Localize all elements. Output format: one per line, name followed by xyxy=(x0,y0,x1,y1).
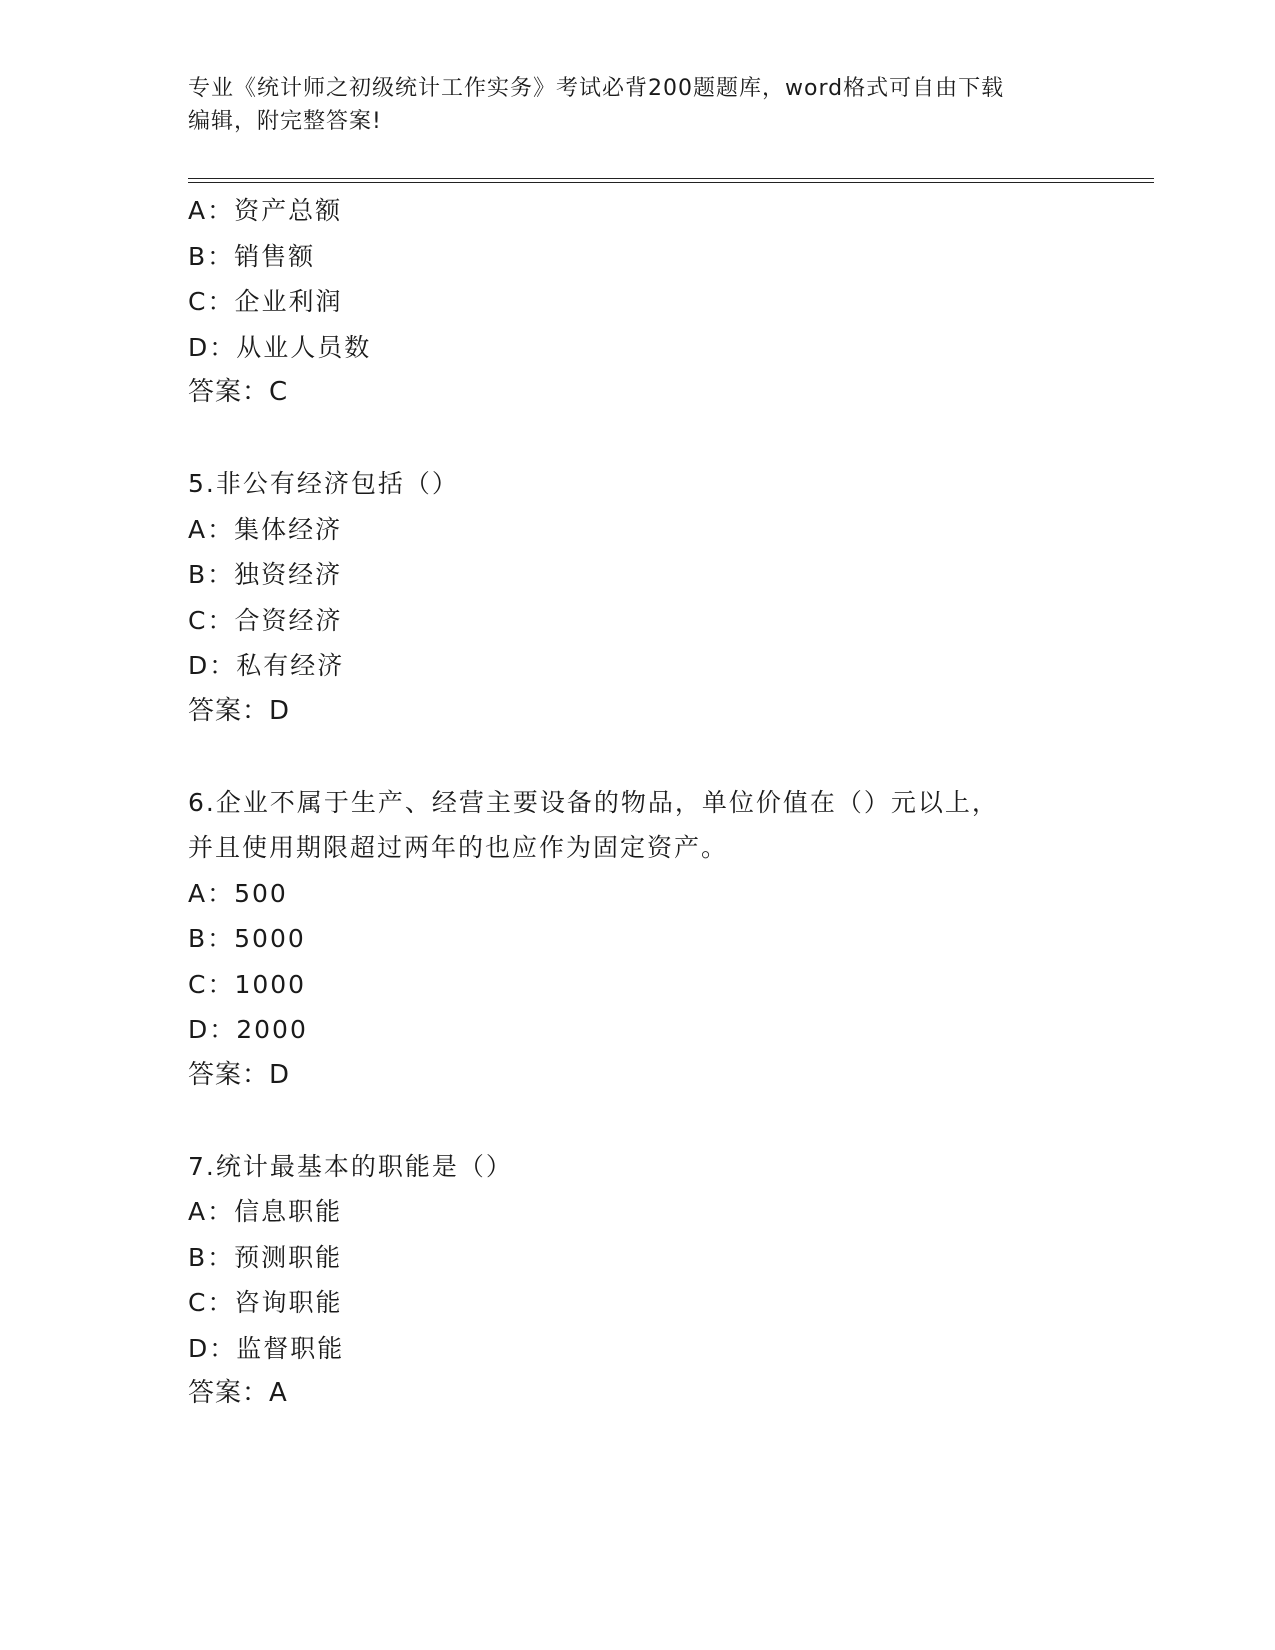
option-b: B：独资经济 xyxy=(188,560,343,589)
option-a: A：500 xyxy=(188,878,288,908)
option-c: C：合资经济 xyxy=(188,605,343,635)
answer-line: 答案：D xyxy=(188,1059,291,1090)
option-c: C：咨询职能 xyxy=(188,1288,343,1317)
option-a: A：集体经济 xyxy=(188,514,343,544)
question-4 xyxy=(188,188,1088,416)
answer-line: 答案：A xyxy=(188,1378,288,1408)
question-stem: 7.统计最基本的职能是（） xyxy=(188,1151,513,1181)
option-d: D：监督职能 xyxy=(188,1333,345,1363)
header-line-2: 编辑，附完整答案! xyxy=(188,109,382,134)
answer-line: 答案：D xyxy=(188,695,291,726)
option-a: A：信息职能 xyxy=(188,1197,343,1226)
option-b: B：销售额 xyxy=(188,241,316,271)
question-5 xyxy=(188,461,1088,734)
document-header xyxy=(188,72,1088,138)
question-stem-line-2: 并且使用期限超过两年的也应作为固定资产。 xyxy=(188,833,729,862)
header-line-1: 专业《统计师之初级统计工作实务》考试必背200题题库，word格式可自由下载 xyxy=(188,76,1005,101)
option-a: A：资产总额 xyxy=(188,196,343,225)
spacer xyxy=(188,1098,1088,1144)
spacer xyxy=(188,416,1088,462)
header-divider-bottom xyxy=(188,182,1154,183)
option-b: B：预测职能 xyxy=(188,1242,343,1272)
question-6 xyxy=(188,780,1088,1099)
answer-line: 答案：C xyxy=(188,377,289,407)
option-c: C：企业利润 xyxy=(188,287,343,316)
option-d: D：从业人员数 xyxy=(188,332,372,362)
question-7 xyxy=(188,1144,1088,1417)
question-stem: 5.非公有经济包括（） xyxy=(188,469,459,498)
spacer xyxy=(188,734,1088,780)
option-c: C：1000 xyxy=(188,969,307,999)
option-b: B：5000 xyxy=(188,924,306,953)
header-divider-top xyxy=(188,178,1154,179)
question-stem-line-1: 6.企业不属于生产、经营主要设备的物品，单位价值在（）元以上， xyxy=(188,787,999,817)
option-d: D：2000 xyxy=(188,1015,308,1044)
option-d: D：私有经济 xyxy=(188,651,345,680)
question-list xyxy=(188,188,1088,1417)
